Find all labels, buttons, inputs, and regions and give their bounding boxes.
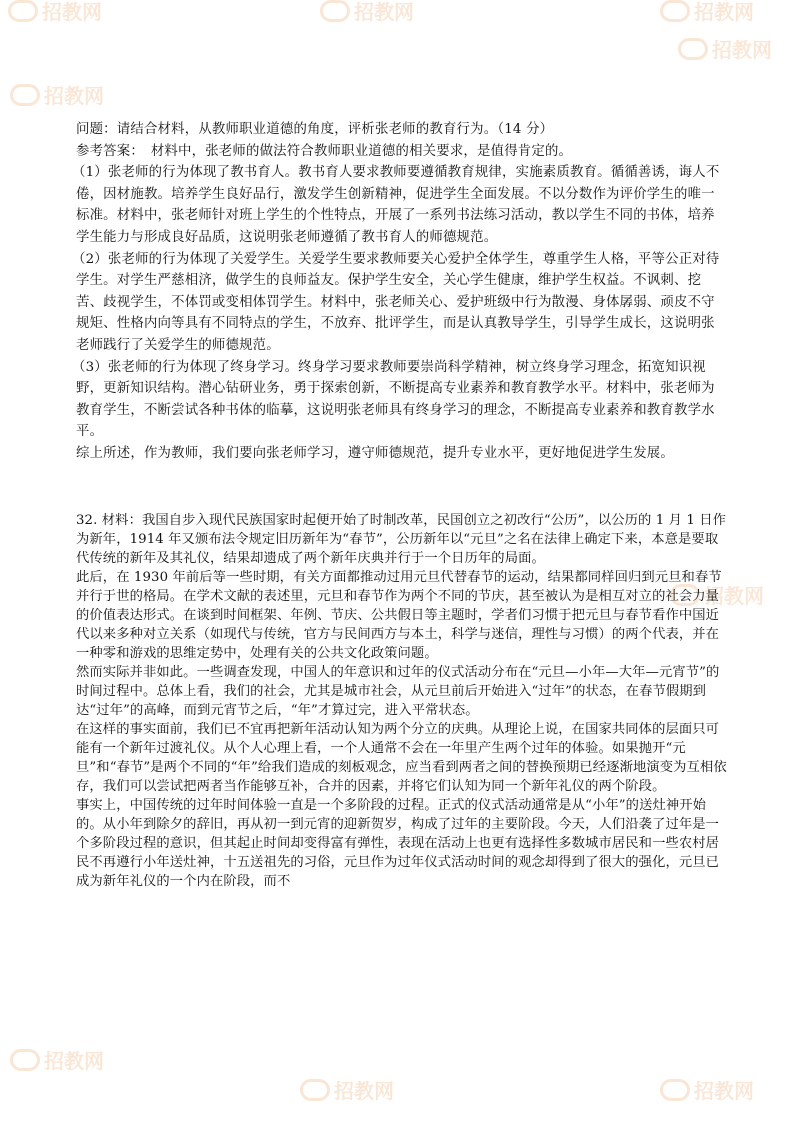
material-paragraph: 在这样的事实面前，我们已不宜再把新年活动认知为两个分立的庆典。从理论上说，在国家共同体的层面只可能有一个新年过渡礼仪。从个人心理上看，一个人通常不会在一年里产生两个过年的体验。如果抛开“元旦”和“春节”是两个不同的“年”给我们造成的刻板观念，应当看到两者之间的替换预期已经逐渐地演变为互相依存，我们可以尝试把两者当作能够互补，合并的因素，并将它们认知为同一个新年礼仪的两个阶段。 [76, 722, 727, 794]
answer-point-2: （2）张老师的行为体现了关爱学生。关爱学生要求教师要关心爱护全体学生，尊重学生人格，平等公正对待学生。对学生严慈相济，做学生的良师益友。保护学生安全，关心学生健康，维护学生权益。不讽刺、挖苦、歧视学生，不体罚或变相体罚学生。材料中，张老师关心、爱护班级中行为散漫、身体孱弱、顽皮不守规矩、性格内向等具有不同特点的学生，不放弃、批评学生，而是认真教导学生，引导学生成长，这说明张老师践行了关爱学生的师德规范。 [72, 251, 720, 353]
watermark-icon [300, 1079, 330, 1101]
watermark-logo: 招教网 [8, 0, 102, 25]
material-paragraph: 事实上，中国传统的过年时间体验一直是一个多阶段的过程。正式的仪式活动通常是从“小年”的送灶神开始的。从小年到除夕的辞旧，再从初一到元宵的迎新贺岁，构成了过年的主要阶段。今天，人们沿袭了过年是一个多阶段过程的意识，但其起止时间却变得富有弹性，表现在活动上也更有选择性多数城市居民和一些农村居民不再遵行小年送灶神，十五送祖先的习俗，元旦作为过年仪式活动时间的观念却得到了很大的强化，元旦已成为新年礼仪的一个内在阶段，而不 [76, 798, 720, 889]
watermark-icon [8, 0, 38, 22]
watermark-logo: 招教网 [320, 0, 414, 25]
answer-section [72, 119, 728, 465]
watermark-icon [660, 1079, 690, 1101]
answer-point-1: （1）张老师的行为体现了教书育人。教书育人要求教师要遵循教育规律，实施素质教育。循循善诱，诲人不倦，因材施教。培养学生良好品行，激发学生创新精神，促进学生全面发展。不以分数作为评价学生的唯一标准。材料中，张老师针对班上学生的个性特点，开展了一系列书法练习活动，教以学生不同的书体，培养学生能力与形成良好品质，这说明张老师遵循了教书育人的师德规范。 [72, 165, 720, 245]
watermark-icon [660, 0, 690, 22]
watermark-logo: 招教网 [660, 1075, 754, 1104]
answer-point-3: （3）张老师的行为体现了终身学习。终身学习要求教师要崇尚科学精神，树立终身学习理念，拓宽知识视野，更新知识结构。潜心钻研业务，勇于探索创新，不断提高专业素养和教育教学水平。材料中，张老师为教育学生，不断尝试各种书体的临摹，这说明张老师具有终身学习的理念，不断提高专业素养和教育教学水平。 [72, 359, 715, 440]
material-paragraph: 此后，在 1930 年前后等一些时期，有关方面都推动过用元旦代替春节的运动，结果都同样回归到元旦和春节并行于世的格局。在学术文献的表述里，元旦和春节作为两个不同的节庆，甚至被认为是相互对立的社会力量的价值表达形式。在谈到时间框架、年例、节庆、公共假日等主题时，学者们习惯于把元旦与春节看作中国近代以来多种对立关系（如现代与传统，官方与民间西方与本土，科学与迷信，理性与习惯）的两个代表，并在一种零和游戏的思维定势中，处理有关的公共文化政策问题。 [76, 570, 722, 661]
watermark-icon [10, 1049, 40, 1071]
watermark-icon [320, 0, 350, 22]
watermark-logo: 招教网 [300, 1075, 394, 1104]
watermark-logo: 招教网 [10, 1045, 104, 1074]
material-paragraph: 然而实际并非如此。一些调查发现，中国人的年意识和过年的仪式活动分布在“元旦—小年—大年—元宵节”的时间过程中。总体上看，我们的社会，尤其是城市社会，从元旦前后开始进入“过年”的状态，在春节假期到达“过年”的高峰，而到元宵节之后，“年”才算过完，进入平常状态。 [76, 665, 720, 718]
watermark-logo: 招教网 [10, 80, 104, 109]
answer-summary: 综上所述，作为教师，我们要向张老师学习，遵守师德规范，提升专业水平，更好地促进学生发展。 [76, 445, 674, 461]
watermark-icon [678, 38, 708, 60]
watermark-logo: 招教网 [670, 580, 764, 609]
watermark-logo: 招教网 [678, 34, 772, 63]
watermark-icon [10, 84, 40, 106]
watermark-logo: 招教网 [660, 0, 754, 25]
material-paragraph: 32. 材料：我国自步入现代民族国家时起便开始了时制改革，民国创立之初改行“公历”，以公历的 1 月 1 日作为新年，1914 年又颁布法令规定旧历新年为“春节”，公历新年以“元旦”之名在法律上确定下来，本意是要取代传统的新年及其礼仪，结果却遗成了两个新年庆典并行于一个日历年的局面。 [76, 513, 727, 566]
question-line: 问题：请结合材料，从教师职业道德的角度，评析张老师的教育行为。（14 分） [76, 122, 554, 137]
material-section [76, 511, 728, 891]
reference-answer-intro: 参考答案： 材料中，张老师的做法符合教师职业道德的相关要求，是值得肯定的。 [76, 143, 573, 159]
